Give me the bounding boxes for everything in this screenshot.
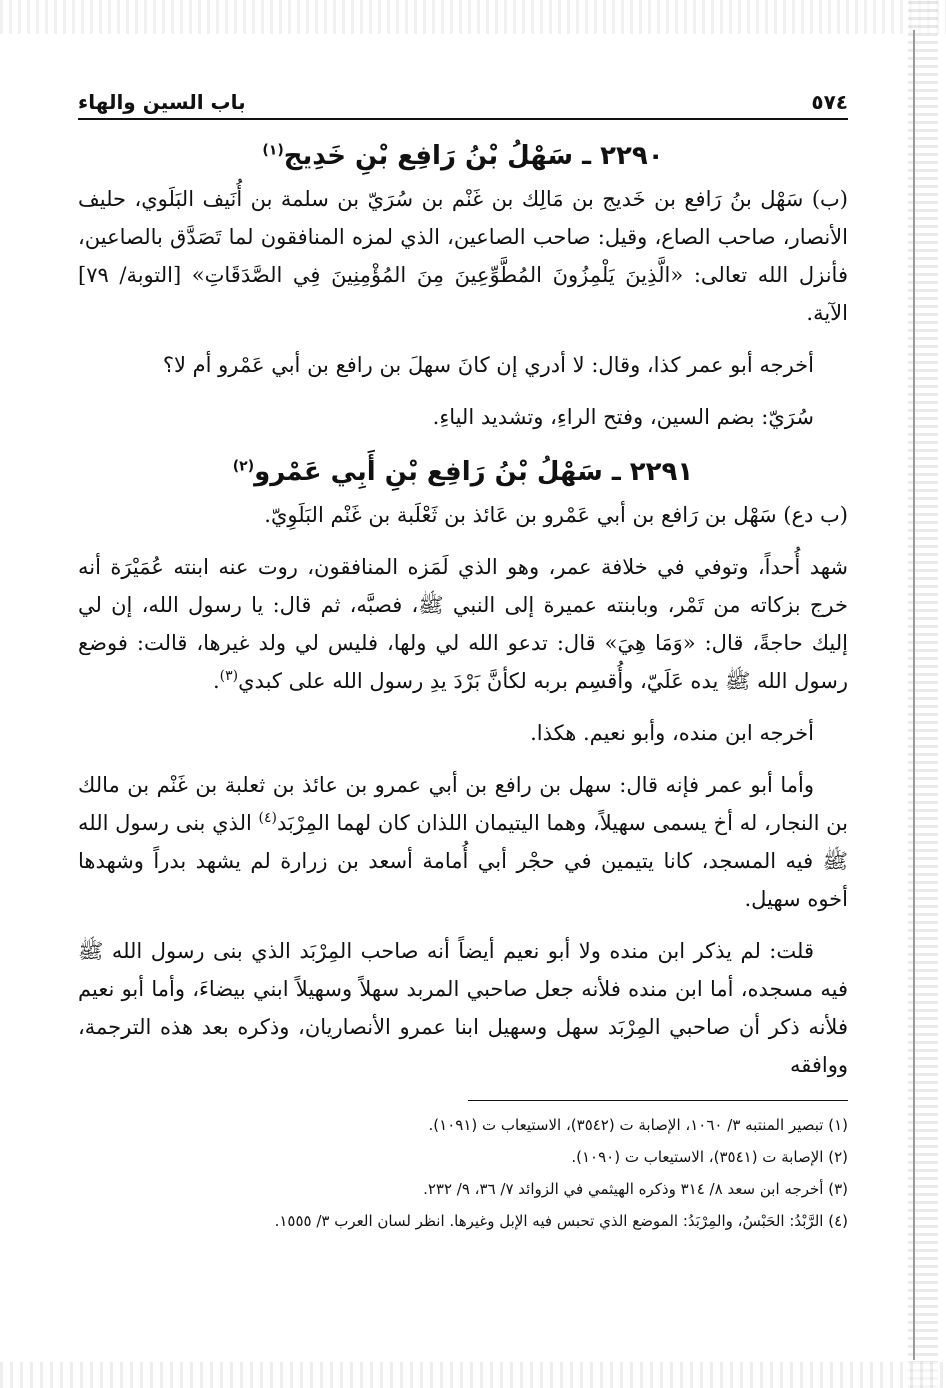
footnotes bbox=[78, 1109, 848, 1237]
entry-2291-footnote-mark: (٢) bbox=[232, 458, 255, 475]
entry-2290-title bbox=[78, 134, 848, 178]
entry-2290-title-text: ٢٢٩٠ ـ سَهْلُ بْنُ رَافِع بْنِ خَدِيج bbox=[283, 141, 664, 171]
footnote-3: (٣) أخرجه ابن سعد ٨/ ٣١٤ وذكره الهيثمي في الزوائد ٧/ ٣٦، ٩/ ٢٣٢. bbox=[423, 1180, 848, 1198]
entry-2290-paragraph-1: أخرجه أبو عمر كذا، وقال: لا أدري إن كانَ سهلَ بن رافع بن أبي عَمْرو أم لا؟ bbox=[162, 353, 814, 377]
entry-2290-footnote-mark: (١) bbox=[262, 142, 284, 159]
entry-2291-paragraph-3-text-a: وأما أبو عمر فإنه قال: سهل بن رافع بن أبي عمرو بن عائذ بن ثعلبة بن غَنْم بن مالك بن النجار، له أخ يسمى سهيلاً، وهما اليتيمان اللذان كان لهما المِرْبَد bbox=[78, 773, 848, 835]
entry-2291-paragraph-1 bbox=[78, 548, 848, 700]
entry-2291-paragraph-3 bbox=[78, 766, 848, 918]
entry-2291-paragraph-3-text-b: الذي بنى رسول الله ﷺ فيه المسجد، كانا يتيمين في حجْر أبي أُمامة أسعد بن زرارة لم يشهد بدراً وشهدها أخوه سهيل. bbox=[78, 811, 848, 911]
page-number: ٥٧٤ bbox=[811, 90, 848, 114]
entry-2291-title bbox=[78, 450, 848, 494]
footnote-2: (٢) الإصابة ت (٣٥٤١)، الاستيعاب ت (١٠٩٠). bbox=[571, 1148, 848, 1166]
chapter-title: باب السين والهاء bbox=[78, 90, 246, 114]
book-page bbox=[78, 88, 848, 1237]
entry-2290-paragraph-2: سُرَيّ: بضم السين، وفتح الراءِ، وتشديد الياءِ. bbox=[432, 405, 814, 429]
entry-2291-paragraph-1-end: . bbox=[212, 669, 220, 693]
scan-border-bottom bbox=[0, 1362, 946, 1388]
entry-2291-title-text: ٢٢٩١ ـ سَهْلُ بْنُ رَافِع بْنِ أَبِي عَمْرو bbox=[254, 457, 694, 487]
footnote-4: (٤) الرَّبْدُ: الحَبْسُ، والمِرْبَدُ: الموضع الذي تحبس فيه الإبل وغيرها. انظر لسان العرب ٣/ ١٥٥٥. bbox=[274, 1212, 848, 1230]
entry-2291-paragraph-1-text: شهد أُحداً، وتوفي في خلافة عمر، وهو الذي لَمَزه المنافقون، روت عنه ابنته عُمَيْرَة أنه خرج بزكاته من تَمْر، وبابنته عميرة إلى النبي ﷺ، فصبَّه، ثم قال: يا رسول الله، إن لي إليك حاجةً، قال: «وَمَا هِيَ» قال: تدعو الله لي ولها، فليس لي ولد غيرها، قالت: فوضع رسول الله ﷺ يده عَلَيّ، وأُقسِم بربه لكأنَّ بَرْدَ يدِ رسول الله على كبدي bbox=[78, 555, 848, 693]
page-frame-line bbox=[913, 30, 915, 1360]
footnote-ref-4: (٤) bbox=[258, 810, 277, 826]
entry-2290-lineage: (ب) سَهْل بنُ رَافع بن خَديج بن مَالِك بن غَنْم بن سُرَيّ بن سلمة بن أُنَيف البَلَوي، حليف الأنصار، صاحب الصاع، وقيل: صاحب الصاعين، الذي لمزه المنافقون لما تَصَدَّق بالصاعين، فأنزل الله تعالى: «الَّذِينَ يَلْمِزُونَ المُطَّوِّعِينَ مِنَ المُؤْمِنِينَ فِي الصَّدَقَاتِ» [التوبة/ ٧٩] الآية. bbox=[78, 187, 848, 325]
footnote-ref-3: (٣) bbox=[219, 668, 239, 684]
entry-2291-paragraph-4: قلت: لم يذكر ابن منده ولا أبو نعيم أيضاً أنه صاحب المِرْبَد الذي بنى رسول الله ﷺ فيه مسجده، أما ابن منده فلأنه جعل صاحبي المربد سهلاً وسهيلاً ابني بيضاءَ، وأما أبو نعيم فلأنه ذكر أن صاحبي المِرْبَد سهل وسهيل ابنا عمرو الأنصاريان، وذكره بعد هذه الترجمة، ووافقه bbox=[78, 939, 849, 1077]
footnote-1: (١) تبصير المنتبه ٣/ ١٠٦٠، الإصابة ت (٣٥٤٢)، الاستيعاب ت (١٠٩١). bbox=[428, 1116, 848, 1134]
entry-2291-paragraph-2: أخرجه ابن منده، وأبو نعيم. هكذا. bbox=[530, 721, 814, 745]
footnote-divider bbox=[468, 1100, 848, 1101]
running-header bbox=[78, 88, 848, 120]
scan-border-top bbox=[0, 0, 946, 34]
entry-2291-lineage: (ب دع) سَهْل بن رَافع بن أبي عَمْرو بن عَائذ بن ثَعْلَبة بن غَنْم البَلَوِيّ. bbox=[264, 503, 848, 527]
